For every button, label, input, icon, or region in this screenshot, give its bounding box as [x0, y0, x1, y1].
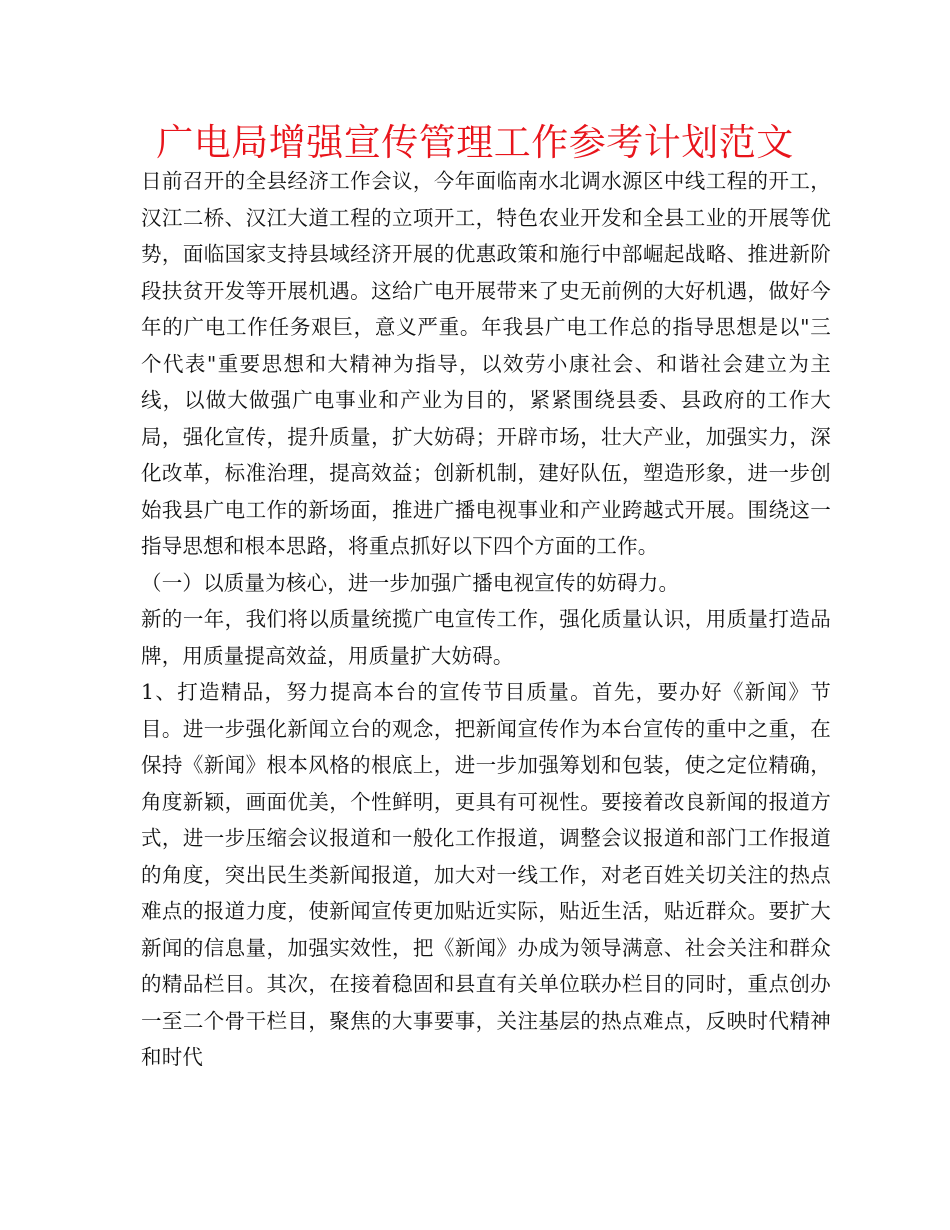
- document-title: 广电局增强宣传管理工作参考计划范文: [156, 121, 794, 164]
- section-heading-1: （一）以质量为核心，进一步加强广播电视宣传的妨碍力。: [141, 570, 680, 595]
- body-paragraph-item-1: 1、打造精品，努力提高本台的宣传节目质量。首先，要办好《新闻》节目。进一步强化新闻立台的观念，把新闻宣传作为本台宣传的重中之重，在保持《新闻》根本风格的根底上，进一步加强筹划和包装，使之定位精确，角度新颖，画面优美，个性鲜明，更具有可视性。要接着改良新闻的报道方式，进一步压缩会议报道和一般化工作报道，调整会议报道和部门工作报道的角度，突出民生类新闻报道，加大对一线工作，对老百姓关切关注的热点难点的报道力度，使新闻宣传更加贴近实际，贴近生活，贴近群众。要扩大新闻的信息量，加强实效性，把《新闻》办成为领导满意、社会关注和群众的精品栏目。其次，在接着稳固和县直有关单位联办栏目的同时，重点创办一至二个骨干栏目，聚焦的大事要事，关注基层的热点难点，反映时代精神和时代: [141, 680, 831, 1069]
- document-body: [141, 163, 831, 1076]
- body-paragraph-intro: 日前召开的全县经济工作会议，今年面临南水北调水源区中线工程的开工，汉江二桥、汉江大道工程的立项开工，特色农业开发和全县工业的开展等优势，面临国家支持县域经济开展的优惠政策和施行中部崛起战略、推进新阶段扶贫开发等开展机遇。这给广电开展带来了史无前例的大好机遇，做好今年的广电工作任务艰巨，意义严重。年我县广电工作总的指导思想是以"三个代表"重要思想和大精神为指导，以效劳小康社会、和谐社会建立为主线，以做大做强广电事业和产业为目的，紧紧围绕县委、县政府的工作大局，强化宣传，提升质量，扩大妨碍；开辟市场，壮大产业，加强实力，深化改革，标准治理，提高效益；创新机制，建好队伍，塑造形象，进一步创始我县广电工作的新场面，推进广播电视事业和产业跨越式开展。围绕这一指导思想和根本思路，将重点抓好以下四个方面的工作。: [141, 169, 831, 558]
- body-paragraph-section-1: 新的一年，我们将以质量统揽广电宣传工作，强化质量认识，用质量打造品牌，用质量提高效益，用质量扩大妨碍。: [141, 607, 831, 668]
